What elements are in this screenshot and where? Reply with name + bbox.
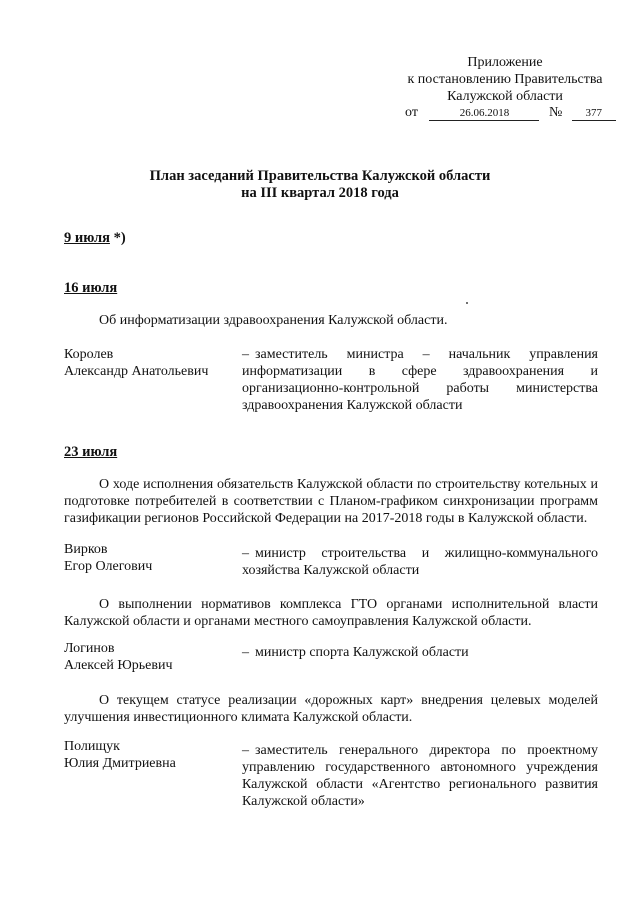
appendix-line-1: Приложение	[467, 55, 543, 70]
role-dash: –	[242, 347, 249, 362]
speaker-given-name: Юлия Дмитриевна	[64, 756, 176, 771]
role-dash: –	[242, 546, 249, 561]
appendix-header	[395, 54, 615, 105]
section-note: *)	[109, 230, 126, 246]
section-date: 23 июля	[64, 444, 118, 460]
section-date: 16 июля	[64, 280, 118, 296]
speaker-surname: Полищук	[64, 739, 120, 754]
decree-number: 377	[572, 107, 616, 121]
appendix-line-3: Калужской области	[447, 89, 563, 104]
number-label: №	[548, 105, 563, 120]
title-line-1: План заседаний Правительства Калужской области	[149, 168, 491, 184]
from-label: от	[405, 105, 418, 120]
agenda-topic: О текущем статусе реализации «дорожных карт» внедрения целевых моделей улучшения инвестиционного климата Калужской области.	[64, 693, 598, 725]
speaker-name	[64, 346, 208, 380]
role-text: заместитель министра – начальник управления информатизации в сфере здравоохранения и организационно-контрольной работы министерства здравоохранения Калужской области	[242, 347, 598, 413]
agenda-topic: Об информатизации здравоохранения Калужской области.	[99, 313, 448, 328]
speaker-given-name: Александр Анатольевич	[64, 364, 209, 379]
role-text: заместитель генерального директора по проектному управлению государственного автономного учреждения Калужской области «Агентство регионального развития Калужской области»	[242, 743, 598, 809]
speaker-role	[242, 644, 598, 661]
speaker-name	[64, 640, 173, 674]
agenda-topic: О выполнении нормативов комплекса ГТО органами исполнительной власти Калужской области и органами местного самоуправления Калужской области.	[64, 597, 598, 629]
appendix-date-line	[405, 104, 615, 121]
speaker-role	[242, 742, 598, 810]
speaker-surname: Королев	[64, 347, 114, 362]
speaker-given-name: Егор Олегович	[64, 559, 153, 574]
section-date: 9 июля	[64, 230, 110, 246]
role-dash: –	[242, 743, 249, 758]
appendix-line-2: к постановлению Правительства	[407, 72, 603, 87]
speaker-surname: Вирков	[64, 542, 108, 557]
document-title	[0, 168, 640, 202]
role-text: министр спорта Калужской области	[255, 645, 469, 660]
role-text: министр строительства и жилищно-коммунального хозяйства Калужской области	[242, 546, 598, 578]
title-line-2: на III квартал 2018 года	[241, 185, 399, 201]
speaker-role	[242, 346, 598, 414]
speaker-role	[242, 545, 598, 579]
decree-date: 26.06.2018	[429, 107, 539, 121]
scan-speck	[466, 302, 468, 304]
speaker-name	[64, 738, 176, 772]
section-date-heading	[64, 230, 126, 247]
speaker-given-name: Алексей Юрьевич	[64, 658, 173, 673]
speaker-surname: Логинов	[64, 641, 115, 656]
speaker-name	[64, 541, 152, 575]
role-dash: –	[242, 645, 249, 660]
agenda-topic: О ходе исполнения обязательств Калужской области по строительству котельных и подготовке потребителей в соответствии с Планом-графиком синхронизации программ газификации регионов Российской Федерации на 2017-2018 годы в Калужской области.	[64, 477, 598, 526]
